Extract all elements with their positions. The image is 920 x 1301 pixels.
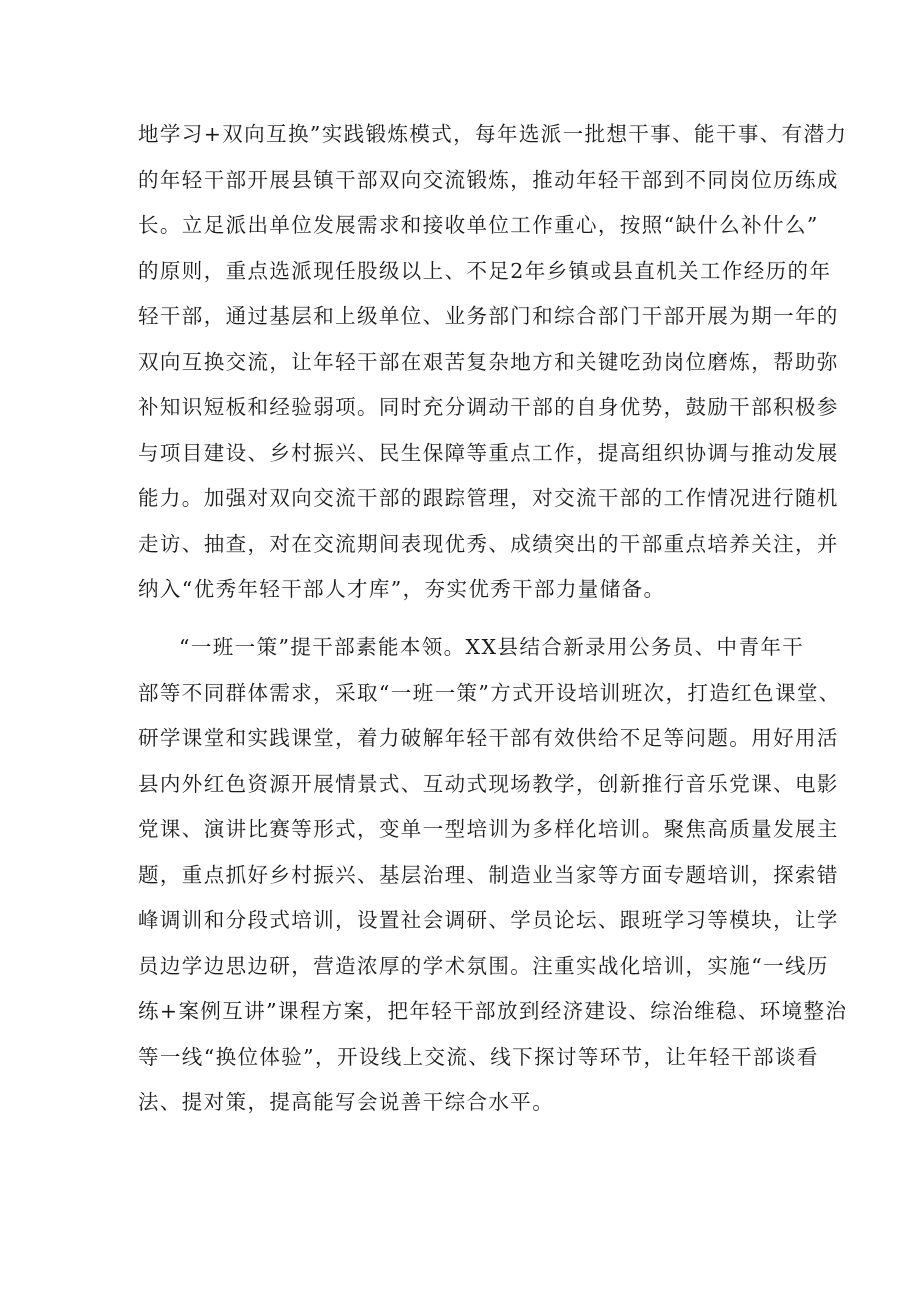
paragraph-line: 研学课堂和实践课堂，着力破解年轻干部有效供给不足等问题。用好用活	[138, 726, 839, 750]
paragraph-line: 练+案例互讲”课程方案，把年轻干部放到经济建设、综治维稳、环境整治	[138, 999, 848, 1023]
paragraph-line: 法、提对策，提高能写会说善干综合水平。	[138, 1090, 555, 1114]
paragraph-line: 与项目建设、乡村振兴、民生保障等重点工作，提高组织协调与推动发展	[138, 440, 839, 465]
paragraph-line: 轻干部，通过基层和上级单位、业务部门和综合部门干部开展为期一年的	[138, 304, 839, 328]
paragraph-line: 等一线“换位体验”，开设线上交流、线下探讨等环节，让年轻干部谈看	[138, 1044, 819, 1069]
paragraph-line: 走访、抽查，对在交流期间表现优秀、成绩突出的干部重点培养关注，并	[138, 531, 839, 556]
paragraph-line: 双向互换交流，让年轻干部在艰苦复杂地方和关键吃劲岗位磨炼，帮助弥	[138, 349, 839, 374]
paragraph-line: 的年轻干部开展县镇干部双向交流锻炼，推动年轻干部到不同岗位历练成	[138, 167, 839, 192]
paragraph-line: 部等不同群体需求，采取“一班一策”方式开设培训班次，打造红色课堂、	[138, 680, 841, 705]
paragraph-line: 党课、演讲比赛等形式，变单一型培训为多样化培训。聚焦高质量发展主	[138, 817, 839, 841]
paragraph-line: 纳入“优秀年轻干部人才库”，夯实优秀干部力量储备。	[138, 577, 666, 601]
paragraph-line: 县内外红色资源开展情景式、互动式现场教学，创新推行音乐党课、电影	[138, 771, 839, 796]
paragraph-line: 能力。加强对双向交流干部的跟踪管理，对交流干部的工作情况进行随机	[138, 486, 839, 510]
paragraph-line: 员边学边思边研，营造浓厚的学术氛围。注重实战化培训，实施“一线历	[138, 953, 829, 978]
paragraph-line: 题，重点抓好乡村振兴、基层治理、制造业当家等方面专题培训，探索错	[138, 862, 839, 887]
paragraph-line: 补知识短板和经验弱项。同时充分调动干部的自身优势，鼓励干部积极参	[138, 395, 839, 419]
paragraph-first-line: “一班一策”提干部素能本领。XX县结合新录用公务员、中青年干	[179, 635, 805, 659]
paragraph-line: 地学习+双向互换”实践锻炼模式，每年选派一批想干事、能干事、有潜力	[138, 122, 848, 146]
paragraph-line: 的原则，重点选派现任股级以上、不足2年乡镇或县直机关工作经历的年	[138, 258, 832, 283]
paragraph-line: 峰调训和分段式培训，设置社会调研、学员论坛、跟班学习等模块，让学	[138, 908, 839, 932]
paragraph-line: 长。立足派出单位发展需求和接收单位工作重心，按照“缺什么补什么”	[138, 213, 819, 237]
